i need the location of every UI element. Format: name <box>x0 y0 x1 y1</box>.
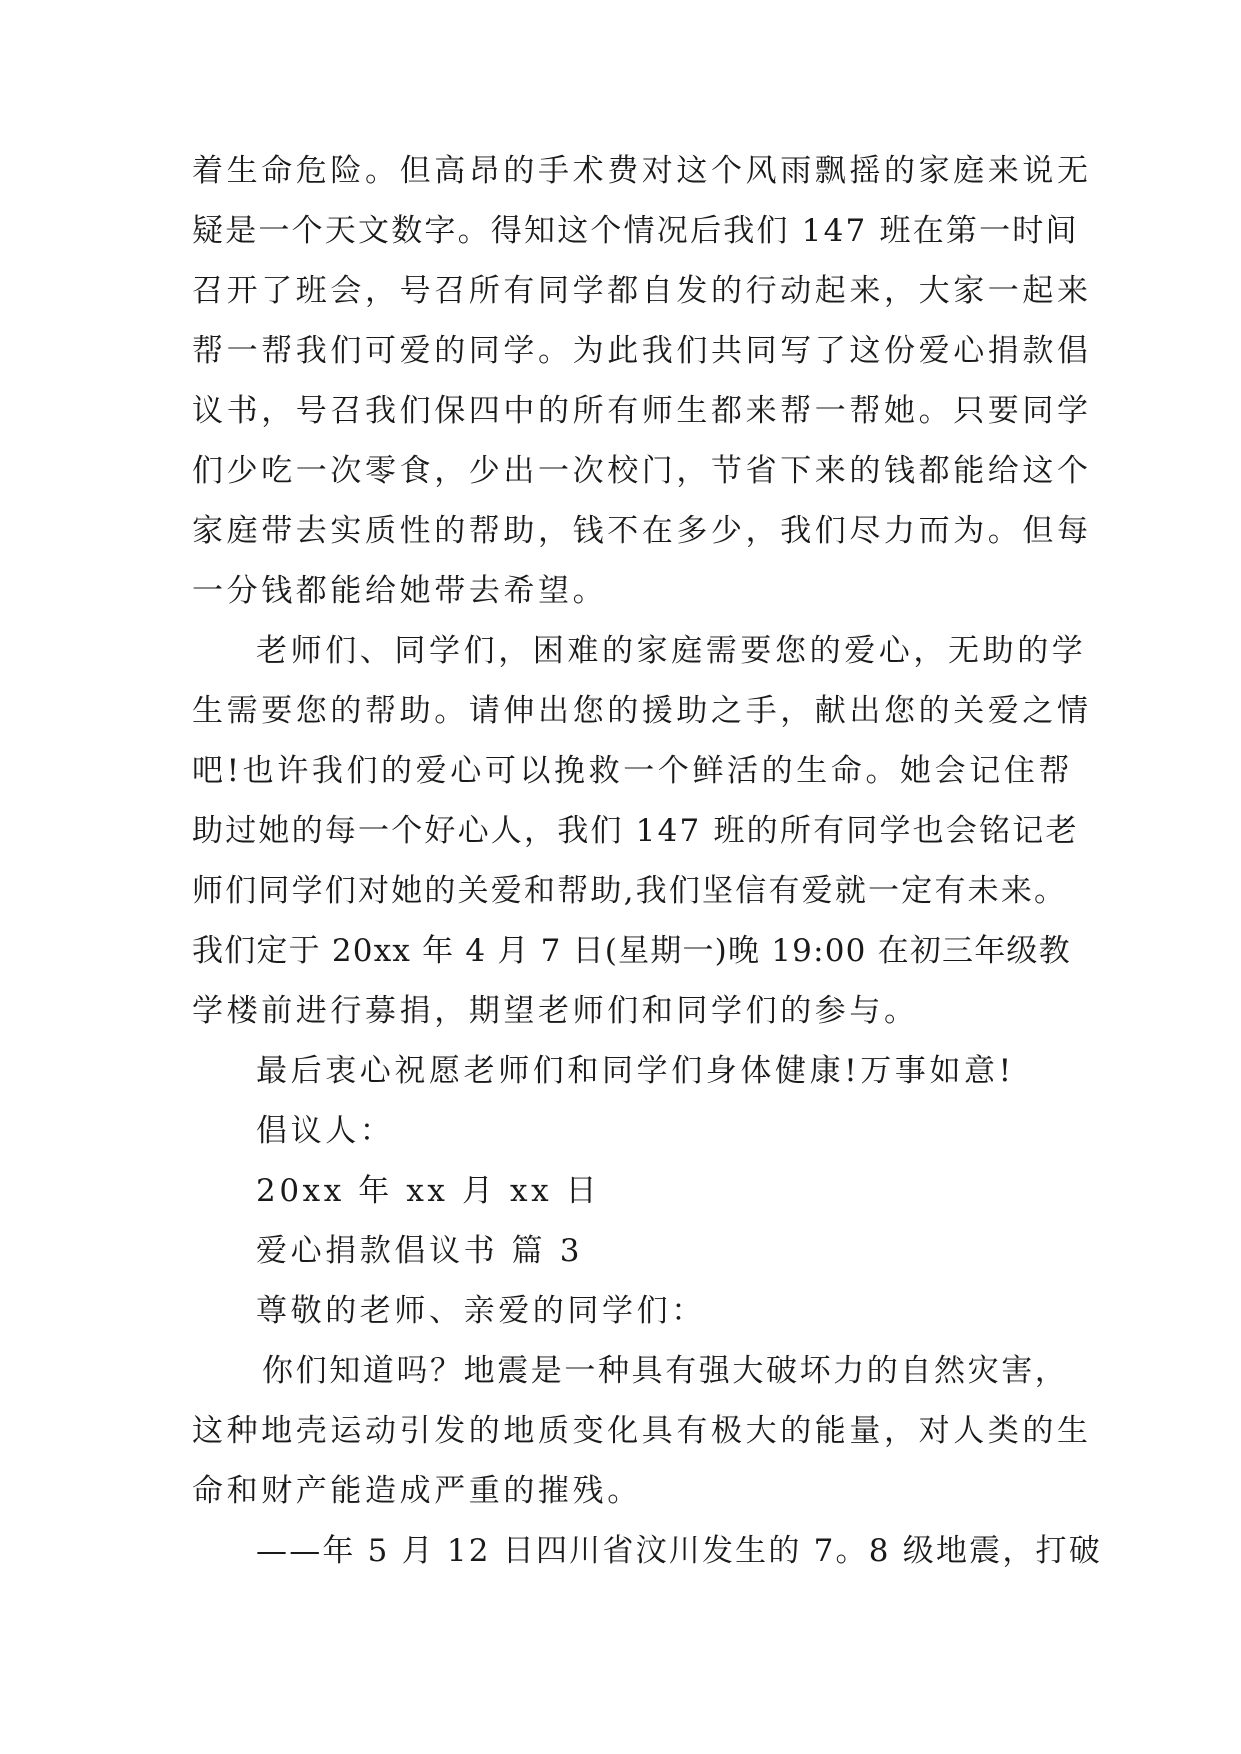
section-heading: 爱心捐款倡议书 篇 3 <box>256 1233 584 1269</box>
text-line: 师们同学们对她的关爱和帮助,我们坚信有爱就一定有未来。 <box>192 873 1068 909</box>
text-line: 我们定于 20xx 年 4 月 7 日(星期一)晚 19:00 在初三年级教 <box>192 933 1071 969</box>
paragraph-first-line: ——年 5 月 12 日四川省汶川发生的 7。8 级地震，打破 <box>256 1533 1102 1569</box>
text-line: 召开了班会，号召所有同学都自发的行动起来，大家一起来 <box>192 273 1092 309</box>
paragraph-first-line: 你们知道吗？地震是一种具有强大破坏力的自然灾害， <box>262 1353 1069 1389</box>
text-line: 学楼前进行募捐，期望老师们和同学们的参与。 <box>192 993 919 1029</box>
text-line: 帮一帮我们可爱的同学。为此我们共同写了这份爱心捐款倡 <box>192 333 1092 369</box>
text-line: 这种地壳运动引发的地质变化具有极大的能量，对人类的生 <box>192 1413 1092 1449</box>
initiator-label: 倡议人： <box>256 1113 395 1149</box>
text-line: 生需要您的帮助。请伸出您的援助之手，献出您的关爱之情 <box>192 693 1092 729</box>
text-line: 一分钱都能给她带去希望。 <box>192 573 608 609</box>
closing-wish: 最后衷心祝愿老师们和同学们身体健康!万事如意! <box>256 1053 1015 1089</box>
text-line: 助过她的每一个好心人，我们 147 班的所有同学也会铭记老 <box>192 813 1079 849</box>
date-line: 20xx 年 xx 月 xx 日 <box>256 1173 601 1209</box>
text-line: 吧!也许我们的爱心可以挽救一个鲜活的生命。她会记住帮 <box>192 753 1074 789</box>
text-line: 们少吃一次零食，少出一次校门，节省下来的钱都能给这个 <box>192 453 1092 489</box>
text-line: 着生命危险。但高昂的手术费对这个风雨飘摇的家庭来说无 <box>192 153 1092 189</box>
paragraph-first-line: 老师们、同学们，困难的家庭需要您的爱心，无助的学 <box>256 633 1087 669</box>
salutation: 尊敬的老师、亲爱的同学们： <box>256 1293 706 1329</box>
text-line: 疑是一个天文数字。得知这个情况后我们 147 班在第一时间 <box>192 213 1079 249</box>
text-line: 命和财产能造成严重的摧残。 <box>192 1473 642 1509</box>
text-line: 议书，号召我们保四中的所有师生都来帮一帮她。只要同学 <box>192 393 1092 429</box>
text-line: 家庭带去实质性的帮助，钱不在多少，我们尽力而为。但每 <box>192 513 1092 549</box>
